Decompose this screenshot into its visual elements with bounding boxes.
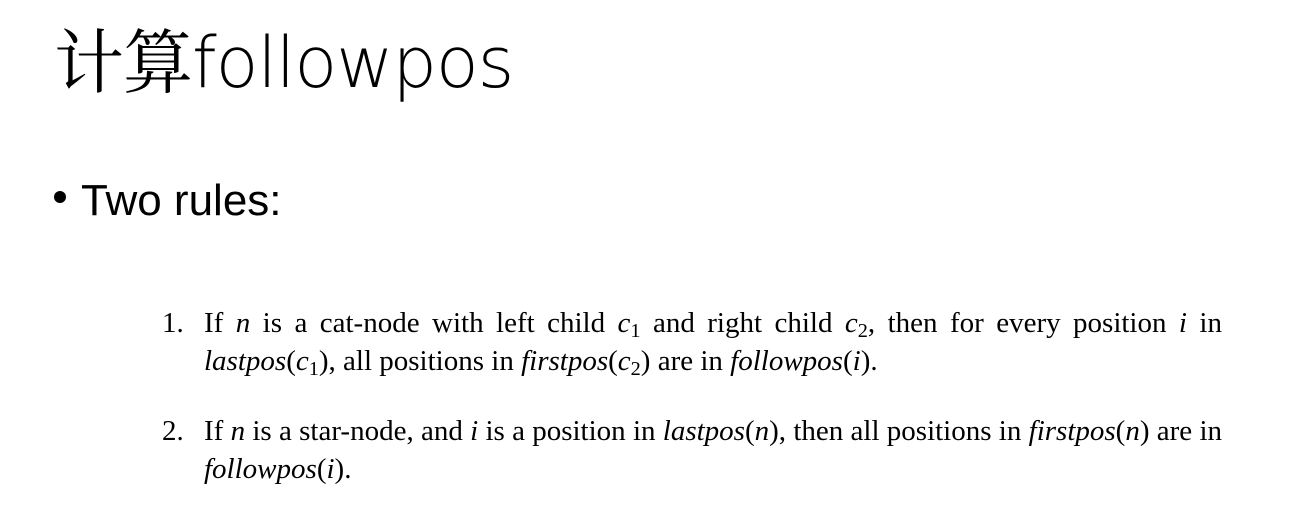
math-var: n	[230, 415, 246, 447]
function-name: firstpos	[521, 345, 609, 377]
rule-text: , then for every position	[867, 307, 1179, 339]
rule-text: is a position in	[478, 415, 663, 447]
function-name: followpos	[730, 345, 843, 377]
rule-text: and right child	[640, 307, 845, 339]
math-var: i	[326, 453, 335, 485]
rule-text: ) are in	[640, 345, 731, 377]
math-var: c	[295, 345, 309, 377]
math-var: i	[470, 415, 479, 447]
math-var: i	[1178, 307, 1187, 339]
rule-2-number: 2.	[162, 415, 184, 447]
function-name: followpos	[204, 453, 317, 485]
rules-list	[162, 304, 1222, 488]
function-name: lastpos	[662, 415, 745, 447]
math-subscript: 1	[630, 320, 641, 343]
math-subscript: 1	[308, 358, 319, 381]
rule-text: ) are in	[1139, 415, 1223, 447]
math-var: n	[1125, 415, 1140, 447]
rule-text: (	[286, 345, 296, 377]
function-name: lastpos	[204, 345, 287, 377]
slide-title: 计算followpos	[54, 22, 514, 104]
bullet-item	[54, 172, 282, 230]
rule-text: ), all positions in	[318, 345, 522, 377]
bullet-dot-icon	[54, 191, 66, 203]
rule-text: ).	[334, 453, 352, 485]
rule-1	[162, 304, 1222, 380]
bullet-text: Two rules:	[81, 176, 282, 225]
rule-text: ).	[860, 345, 878, 377]
math-var: n	[235, 307, 251, 339]
rule-text: is a cat-node with left child	[250, 307, 618, 339]
math-var: c	[844, 307, 858, 339]
math-subscript: 2	[630, 358, 641, 381]
math-var: i	[852, 345, 861, 377]
rule-text: in	[1186, 307, 1222, 339]
rule-text: (	[1115, 415, 1126, 447]
rule-text: (	[316, 453, 327, 485]
rule-text: (	[608, 345, 618, 377]
rule-text: (	[744, 415, 755, 447]
rule-text: ), then all positions in	[769, 415, 1029, 447]
rule-1-number: 1.	[162, 307, 184, 339]
rule-text: If	[204, 307, 236, 339]
rule-2	[162, 412, 1222, 488]
math-subscript: 2	[857, 320, 868, 343]
math-var: n	[754, 415, 770, 447]
math-var: c	[617, 307, 631, 339]
rule-text: is a star-node, and	[245, 415, 471, 447]
rule-text: (	[842, 345, 853, 377]
rule-text: If	[204, 415, 231, 447]
math-var: c	[617, 345, 631, 377]
function-name: firstpos	[1028, 415, 1116, 447]
